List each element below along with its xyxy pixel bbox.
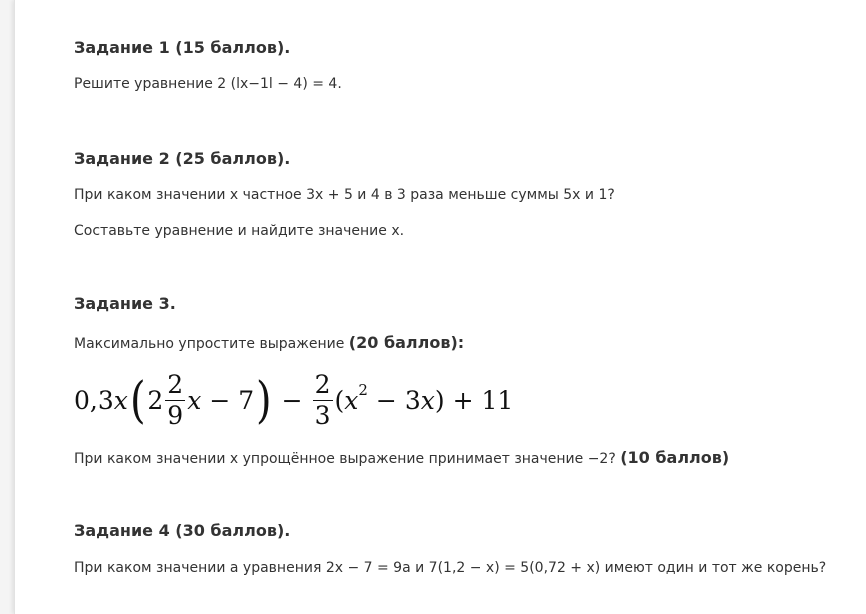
- fraction-1-denominator: 9: [167, 400, 184, 430]
- formula-var: x: [187, 385, 202, 415]
- task3-question-points: (10 баллов): [620, 448, 730, 467]
- task2-text-2: Составьте уравнение и найдите значение х.: [74, 223, 405, 239]
- task3-formula: [74, 368, 513, 432]
- formula-paren-open: (: [334, 385, 345, 415]
- task3-heading: Задание 3.: [74, 294, 176, 313]
- task1-text: Решите уравнение 2 (lx−1l − 4) = 4.: [74, 76, 342, 92]
- formula-fraction-1: [165, 370, 185, 431]
- formula-paren-close: ): [434, 385, 445, 415]
- fraction-2-denominator: 3: [314, 400, 331, 430]
- fraction-1-numerator: 2: [167, 369, 184, 399]
- task3-intro-text: Максимально упростите выражение: [74, 336, 345, 352]
- task4-heading: Задание 4 (30 баллов).: [74, 521, 291, 540]
- formula-minus-seven: − 7: [209, 385, 255, 415]
- task2-heading: Задание 2 (25 баллов).: [74, 149, 291, 168]
- formula-fraction-2: [313, 370, 333, 431]
- formula-whole: 2: [147, 385, 164, 415]
- task4-text: При каком значении а уравнения 2х − 7 = 9а и 7(1,2 − х) = 5(0,72 + х) имеют один и тот же корень?: [74, 560, 827, 576]
- formula-minus: −: [281, 385, 303, 415]
- task3-intro-points: (20 баллов):: [348, 333, 465, 352]
- formula-x2-var: x: [344, 385, 359, 415]
- formula-close-paren: ): [256, 371, 272, 429]
- formula-var: x: [420, 385, 435, 415]
- formula-open-paren: (: [129, 371, 146, 429]
- task3-question-text: При каком значении х упрощённое выражение принимает значение −2?: [74, 451, 616, 467]
- task1-heading: Задание 1 (15 баллов).: [74, 38, 291, 57]
- formula-coef: 0,3: [74, 385, 114, 415]
- formula-plus-eleven: + 11: [452, 385, 514, 415]
- task2-text-1: При каком значении х частное 3х + 5 и 4 в 3 раза меньше суммы 5х и 1?: [74, 187, 615, 203]
- formula-var: x: [113, 385, 128, 415]
- fraction-2-numerator: 2: [314, 369, 331, 399]
- task3-question: [74, 448, 729, 467]
- formula-minus-three: − 3: [375, 385, 421, 415]
- formula-exponent: 2: [358, 381, 368, 399]
- document-page: [14, 0, 866, 614]
- task3-intro: [74, 333, 464, 352]
